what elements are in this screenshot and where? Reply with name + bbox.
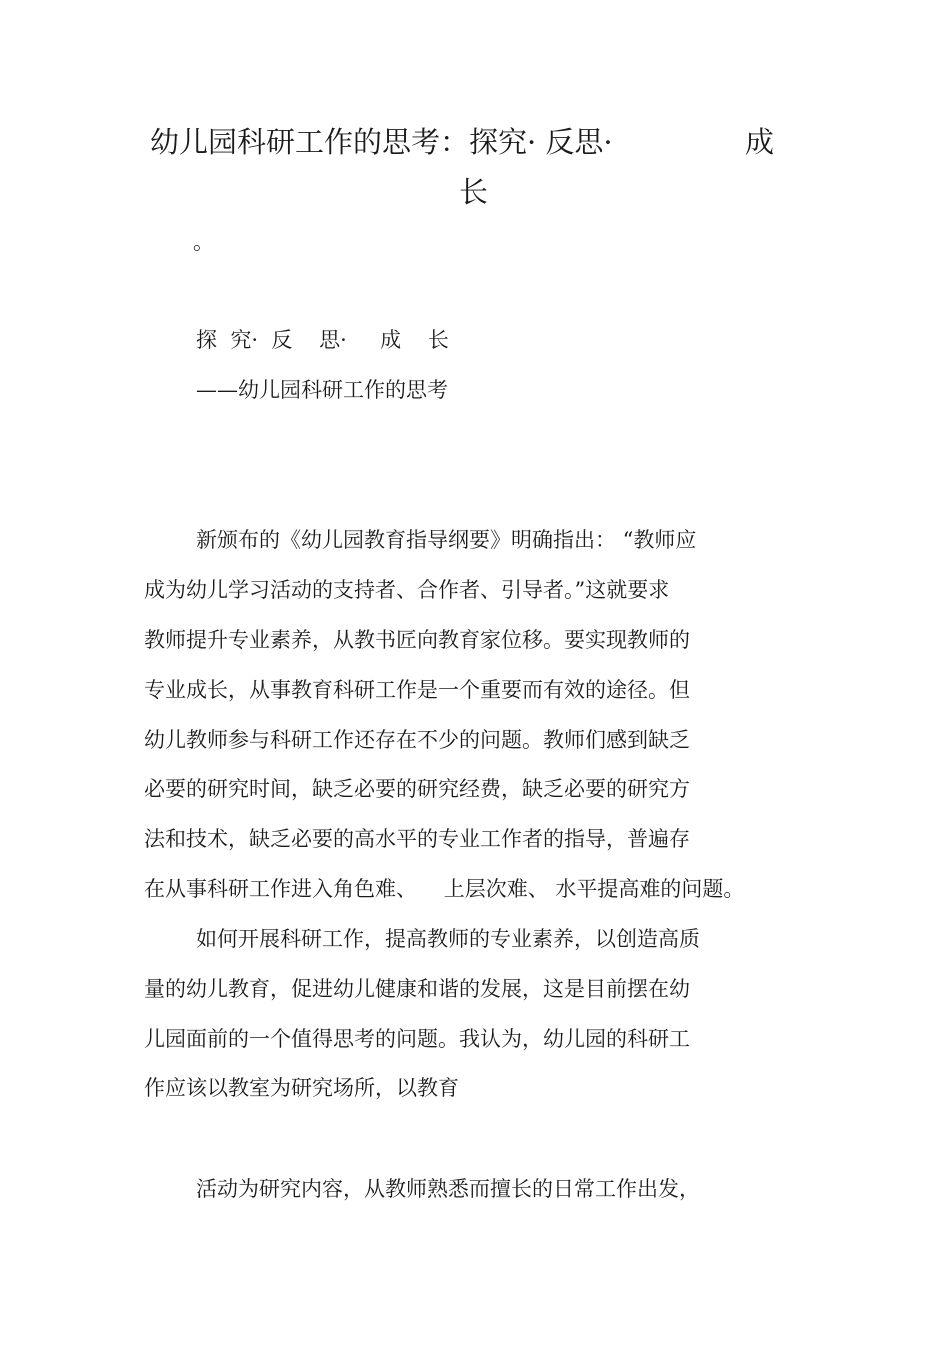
paragraph-line: 在从事科研工作进入角色难、 上层次难、 水平提高难的问题。 — [144, 877, 745, 901]
paragraph-line: 儿园面前的一个值得思考的问题。我认为，幼儿园的科研工 — [144, 1027, 690, 1051]
paragraph-line: 量的幼儿教育，促进幼儿健康和谐的发展，这是目前摆在幼 — [144, 977, 690, 1001]
paragraph-line: 教师提升专业素养，从教书匠向教育家位移。要实现教师的 — [144, 628, 690, 652]
title-line1: 幼儿园科研工作的思考：探究· 反思· — [150, 125, 613, 159]
title-line1-end: 成 — [745, 125, 775, 159]
title-line2: 长 — [459, 175, 489, 209]
stray-period: 。 — [193, 230, 214, 254]
paragraph-line: 法和技术，缺乏必要的高水平的专业工作者的指导，普遍存 — [144, 827, 690, 851]
paragraph-line: 必要的研究时间，缺乏必要的研究经费，缺乏必要的研究方 — [144, 777, 690, 801]
paragraph-line: 活动为研究内容，从教师熟悉而擅长的日常工作出发， — [196, 1177, 700, 1201]
paragraph-line: 幼儿教师参与科研工作还存在不少的问题。教师们感到缺乏 — [144, 728, 690, 752]
section-subheading: ——幼儿园科研工作的思考 — [196, 378, 448, 402]
paragraph-line: 作应该以教室为研究场所，以教育 — [144, 1076, 459, 1100]
section-heading: 探 究· 反 思· 成 长 — [196, 328, 449, 352]
paragraph-line: 如何开展科研工作，提高教师的专业素养，以创造高质 — [196, 927, 700, 951]
paragraph-line: 成为幼儿学习活动的支持者、合作者、引导者。”这就要求 — [144, 578, 670, 602]
paragraph-line: 新颁布的《幼儿园教育指导纲要》明确指出： “教师应 — [196, 528, 697, 552]
paragraph-line: 专业成长，从事教育科研工作是一个重要而有效的途径。但 — [144, 678, 690, 702]
